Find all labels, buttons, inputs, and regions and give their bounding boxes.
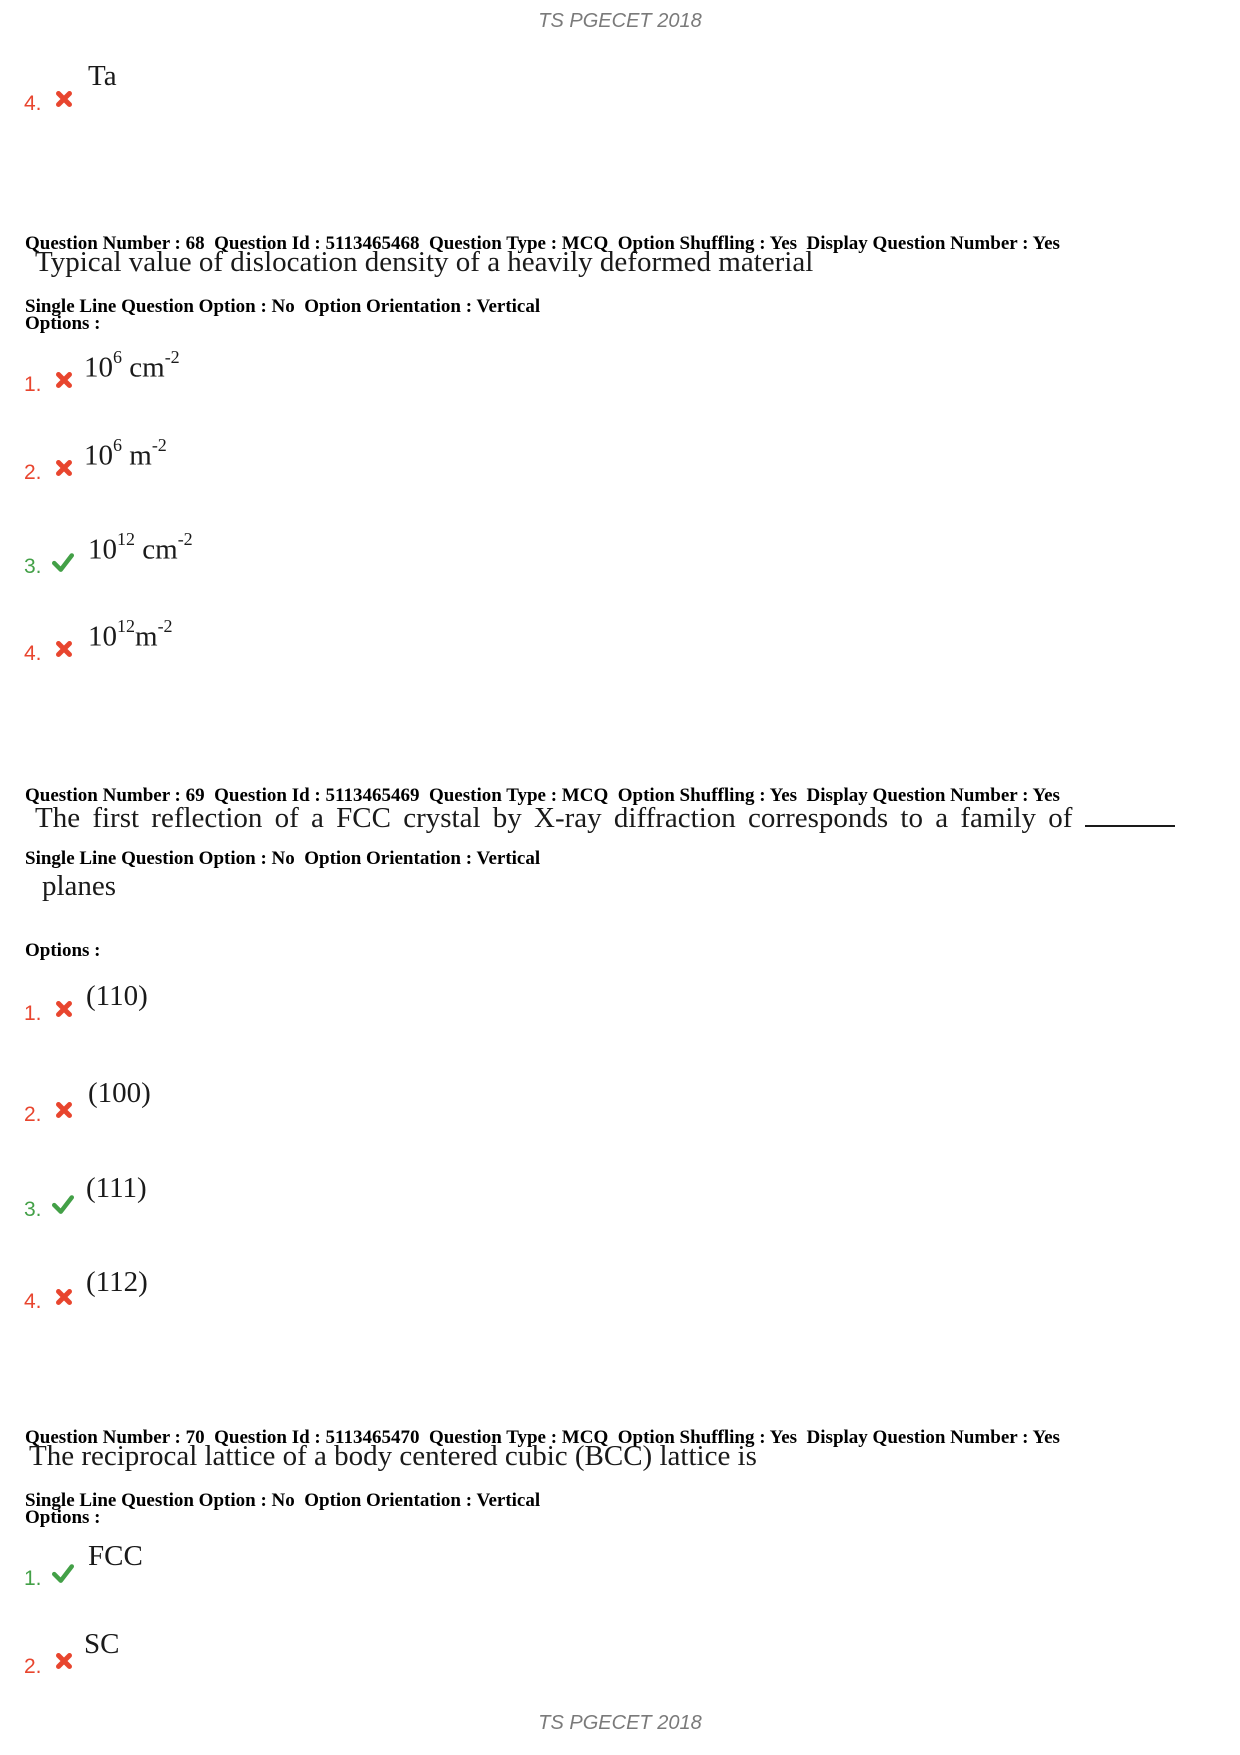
cross-icon xyxy=(53,998,75,1020)
page-footer: TS PGECET 2018 xyxy=(538,1712,702,1734)
options-label: Options : xyxy=(25,313,101,334)
question-meta-line2: Single Line Question Option : No Option Orientation : Vertical xyxy=(25,848,541,869)
question-meta-line1: Question Number : 70 Question Id : 5113465470 Question Type : MCQ Option Shuffling : Yes Display Question Number : Yes xyxy=(25,1427,1060,1448)
option-number: 2. xyxy=(24,461,42,484)
option-number: 1. xyxy=(24,373,42,396)
option-text: $10^{12}m^{-2}$ xyxy=(88,616,173,653)
question-meta-line1: Question Number : 68 Question Id : 5113465468 Question Type : MCQ Option Shuffling : Yes Display Question Number : Yes xyxy=(25,233,1060,254)
page-header: TS PGECET 2018 xyxy=(538,10,702,32)
question-meta-line2: Single Line Question Option : No Option Orientation : Vertical xyxy=(25,296,541,317)
cross-icon xyxy=(53,1286,75,1308)
cross-icon xyxy=(53,638,75,660)
question-meta-line1: Question Number : 69 Question Id : 5113465469 Question Type : MCQ Option Shuffling : Yes Display Question Number : Yes xyxy=(25,785,1060,806)
options-label: Options : xyxy=(25,1507,101,1528)
question-meta-line2: Single Line Question Option : No Option Orientation : Vertical xyxy=(25,1490,541,1511)
options-label: Options : xyxy=(25,940,101,961)
option-text: Ta xyxy=(88,60,117,92)
answer-blank xyxy=(1085,803,1175,827)
option-text: (100) xyxy=(88,1077,151,1109)
option-text: (112) xyxy=(86,1266,148,1298)
cross-icon xyxy=(53,1650,75,1672)
option-text: FCC xyxy=(88,1540,143,1572)
question-text xyxy=(35,802,1175,835)
cross-icon xyxy=(53,457,75,479)
option-number: 4. xyxy=(24,92,42,115)
option-text: (110) xyxy=(86,980,148,1012)
cross-icon xyxy=(53,369,75,391)
option-number: 3. xyxy=(24,555,42,578)
option-text: SC xyxy=(84,1628,120,1660)
question-text-line1: The first reflection of a FCC crystal by X-ray diffraction corresponds to a family of xyxy=(35,802,1073,834)
question-text: The reciprocal lattice of a body centered cubic (BCC) lattice is xyxy=(29,1440,757,1472)
option-number: 2. xyxy=(24,1103,42,1126)
option-number: 1. xyxy=(24,1002,42,1025)
option-text: $10^6$ $cm^{-2}$ xyxy=(84,347,180,384)
question-text-line2: planes xyxy=(42,870,117,902)
check-icon xyxy=(52,1562,74,1584)
question-text: Typical value of dislocation density of a heavily deformed material xyxy=(35,246,814,278)
option-number: 3. xyxy=(24,1198,42,1221)
check-icon xyxy=(52,1193,74,1215)
option-number: 4. xyxy=(24,1290,42,1313)
option-text: $10^6$ $m^{-2}$ xyxy=(84,435,167,472)
option-number: 4. xyxy=(24,642,42,665)
cross-icon xyxy=(53,1099,75,1121)
option-number: 1. xyxy=(24,1567,42,1590)
option-text: (111) xyxy=(86,1172,147,1204)
cross-icon xyxy=(53,88,75,110)
option-text: $10^{12}$ $cm^{-2}$ xyxy=(88,529,193,566)
option-number: 2. xyxy=(24,1655,42,1678)
check-icon xyxy=(52,551,74,573)
